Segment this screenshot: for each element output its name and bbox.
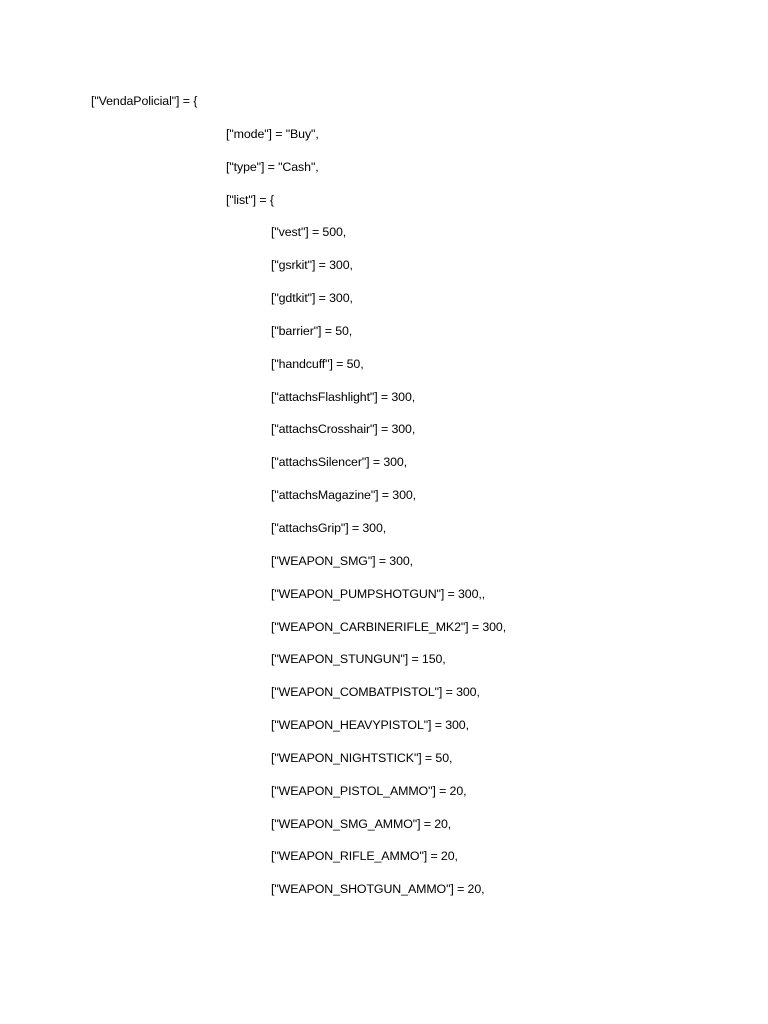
code-listing (0, 91, 768, 912)
code-line: ["gsrkit"] = 300, (271, 258, 353, 273)
code-line: ["WEAPON_PUMPSHOTGUN"] = 300,, (271, 586, 486, 601)
code-line: ["type"] = "Cash", (226, 159, 319, 174)
code-line: ["WEAPON_CARBINERIFLE_MK2"] = 300, (271, 619, 507, 634)
code-line: ["gdtkit"] = 300, (271, 291, 353, 306)
code-line: ["VendaPolicial"] = { (91, 94, 198, 108)
code-line: ["barrier"] = 50, (271, 323, 353, 338)
code-line: ["vest"] = 500, (271, 225, 347, 240)
code-line: ["WEAPON_HEAVYPISTOL"] = 300, (271, 718, 469, 733)
code-line: ["attachsCrosshair"] = 300, (271, 422, 416, 437)
code-line: ["WEAPON_RIFLE_AMMO"] = 20, (271, 849, 458, 864)
code-line: ["WEAPON_PISTOL_AMMO"] = 20, (271, 783, 467, 798)
code-line: ["WEAPON_SMG_AMMO"] = 20, (271, 816, 452, 831)
code-line: ["WEAPON_COMBATPISTOL"] = 300, (271, 685, 480, 700)
code-line: ["WEAPON_NIGHTSTICK"] = 50, (271, 750, 453, 765)
code-line: ["attachsMagazine"] = 300, (271, 488, 416, 503)
code-line: ["WEAPON_STUNGUN"] = 150, (271, 652, 446, 667)
code-line: ["WEAPON_SHOTGUN_AMMO"] = 20, (271, 882, 485, 897)
code-line: ["attachsFlashlight"] = 300, (271, 389, 416, 404)
code-line: ["list"] = { (226, 192, 274, 207)
code-line: ["mode"] = "Buy", (226, 126, 319, 141)
code-line: ["handcuff"] = 50, (271, 356, 364, 371)
code-line: ["WEAPON_SMG"] = 300, (271, 553, 414, 568)
code-line: ["attachsGrip"] = 300, (271, 520, 387, 535)
code-line: ["attachsSilencer"] = 300, (271, 455, 408, 470)
